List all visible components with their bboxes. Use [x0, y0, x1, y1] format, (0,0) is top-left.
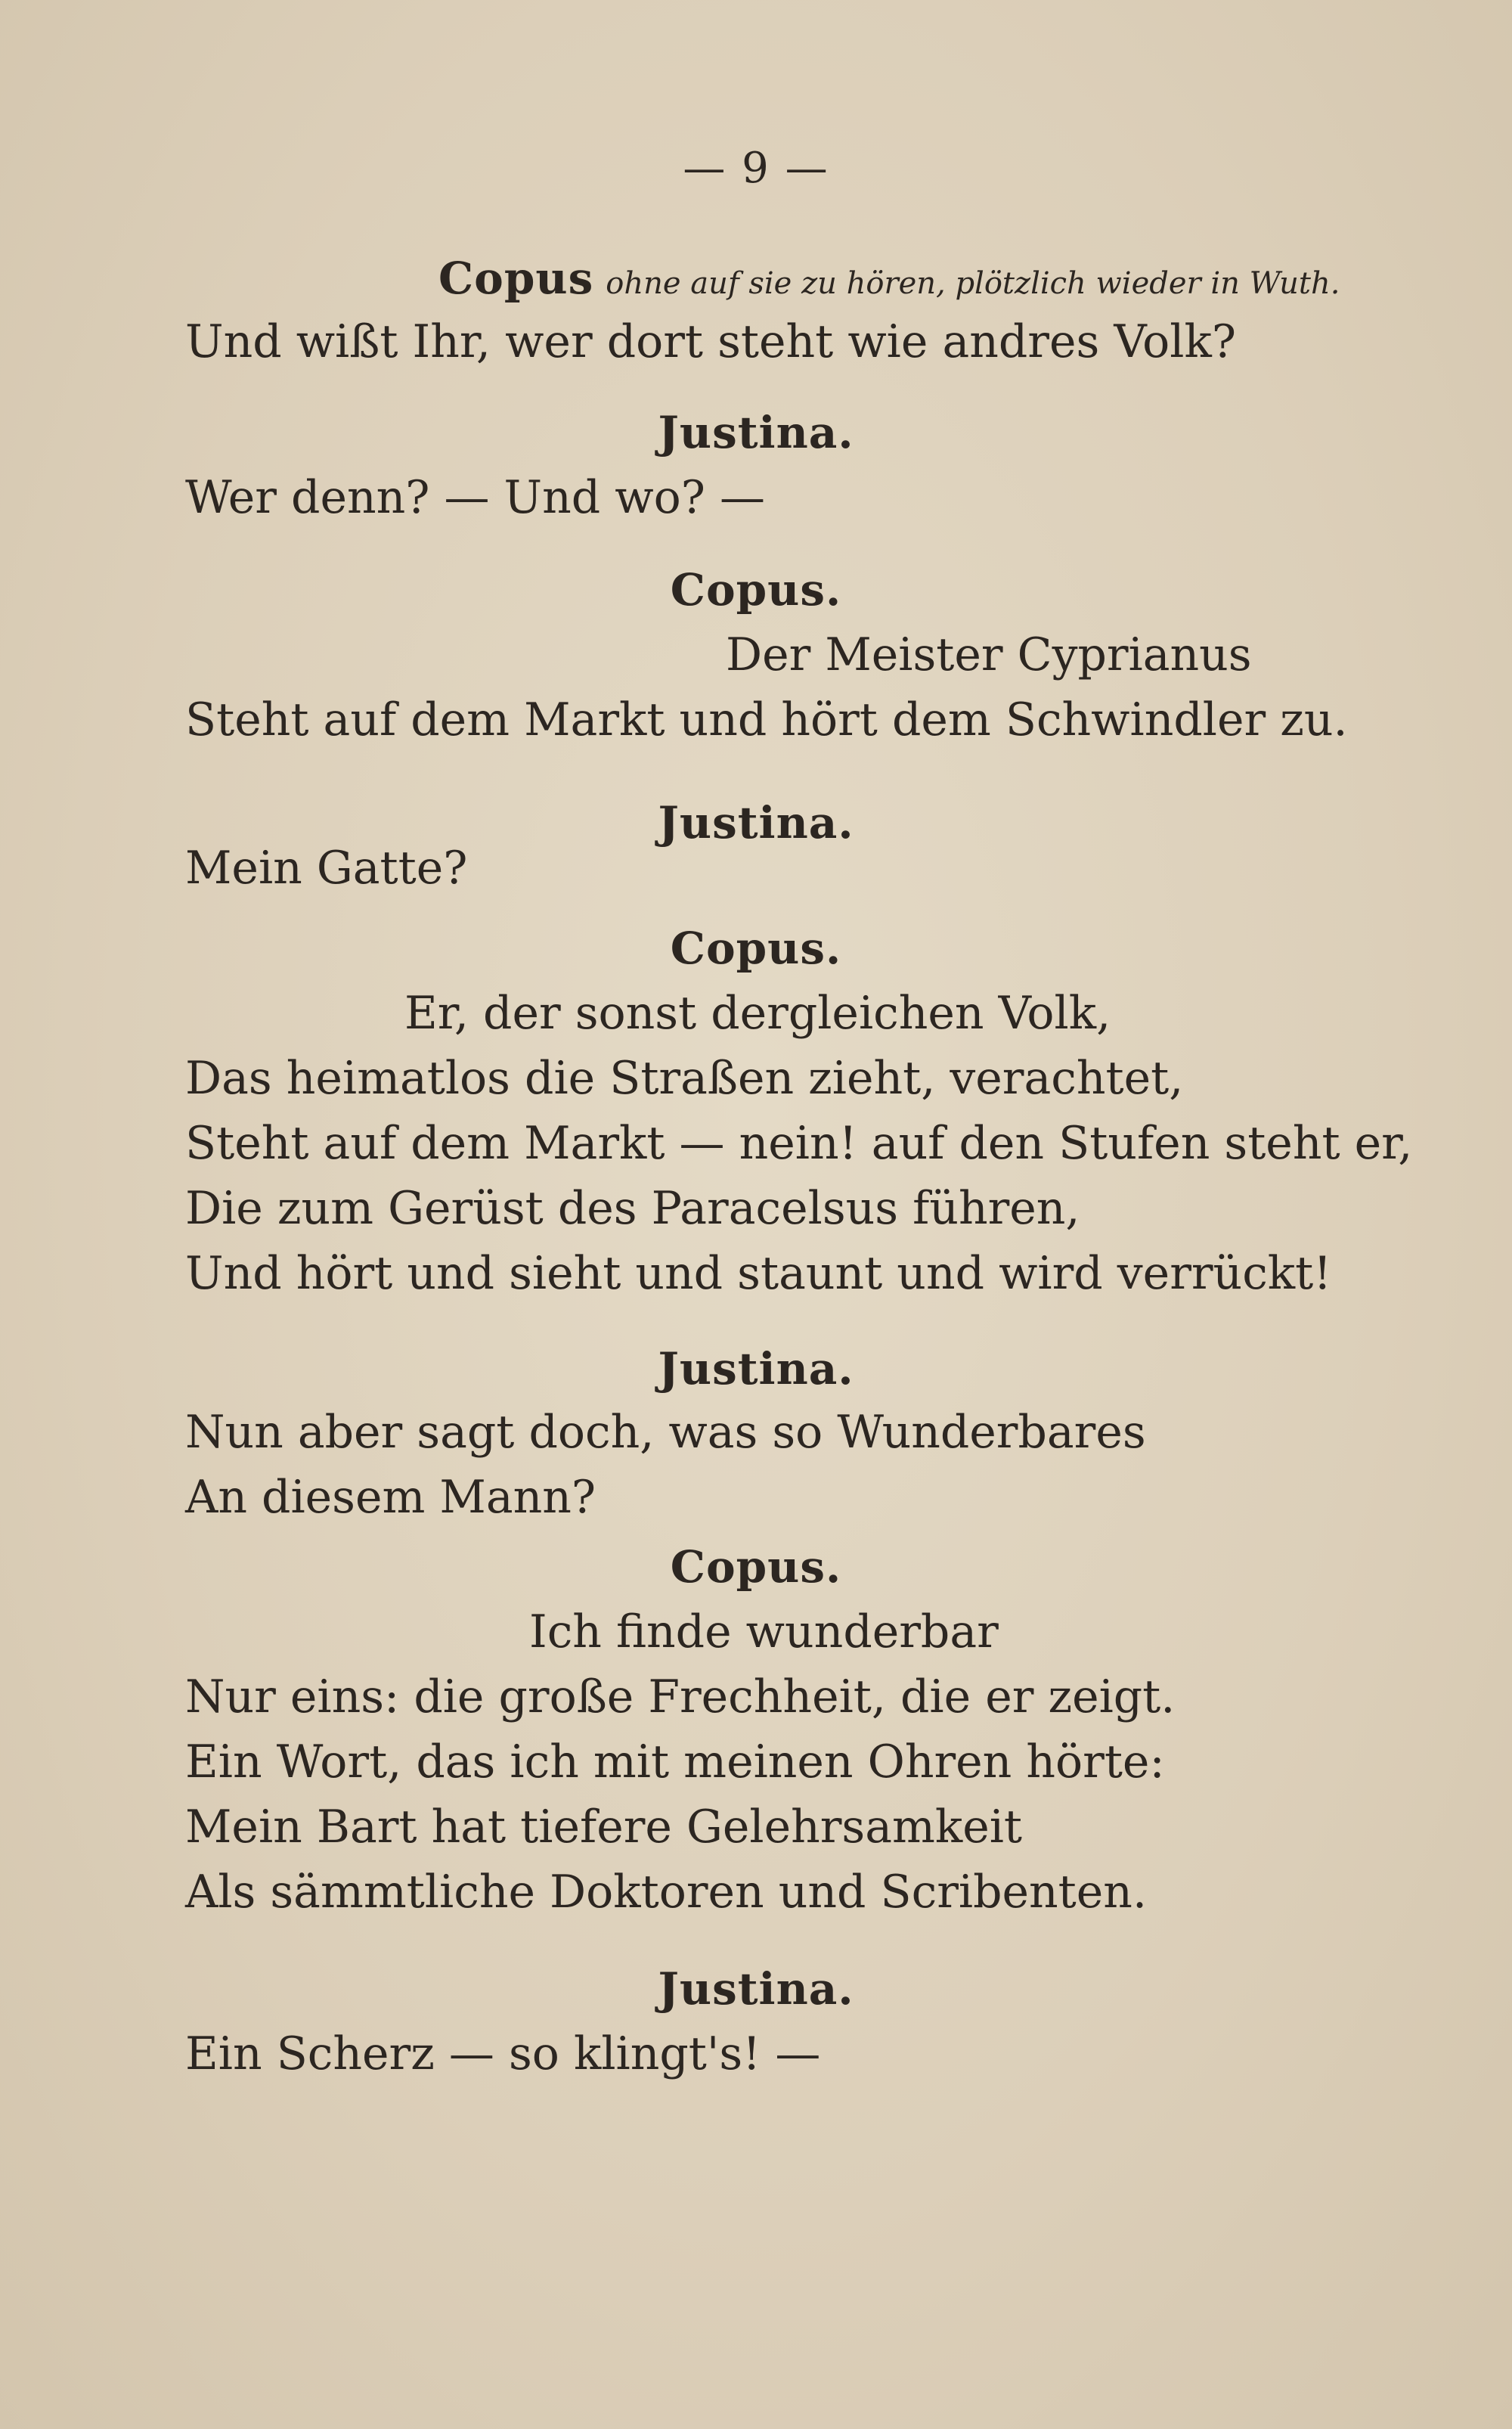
verse-line: Als sämmtliche Doktoren und Scribenten.	[185, 1866, 1148, 1919]
verse-line: Wer denn? — Und wo? —	[185, 471, 765, 524]
verse-line: Steht auf dem Markt und hört dem Schwindler zu.	[185, 693, 1348, 746]
verse-line: Nun aber sagt doch, was so Wunderbares	[185, 1406, 1146, 1459]
verse-line: Die zum Gerüst des Paracelsus führen,	[185, 1182, 1080, 1235]
verse-line: An diesem Mann?	[185, 1471, 596, 1524]
verse-line: Er, der sonst dergleichen Volk,	[404, 987, 1111, 1040]
verse-line: Ich finde wunderbar	[529, 1605, 999, 1658]
speaker-heading: Justina.	[658, 1343, 854, 1394]
speaker-heading: Justina.	[658, 1963, 854, 2015]
speaker-heading: Copus.	[670, 1541, 842, 1593]
verse-line: Mein Gatte?	[185, 842, 468, 895]
verse-line: Nur eins: die große Frechheit, die er zeigt.	[185, 1671, 1176, 1723]
verse-line: Ein Wort, das ich mit meinen Ohren hörte:	[185, 1736, 1165, 1788]
speaker-heading-copus	[438, 248, 1340, 314]
verse-line: Der Meister Cyprianus	[726, 628, 1252, 681]
verse-line: Das heimatlos die Straßen zieht, verachtet,	[185, 1052, 1184, 1105]
stage-direction: ohne auf sie zu hören, plötzlich wieder in Wuth.	[606, 266, 1340, 301]
speaker-name: Copus	[438, 253, 594, 304]
verse-line: Und hört und sieht und staunt und wird verrückt!	[185, 1247, 1332, 1300]
verse-line: Steht auf dem Markt — nein! auf den Stufen steht er,	[185, 1117, 1413, 1170]
speaker-heading: Justina.	[658, 407, 854, 458]
verse-line: Und wißt Ihr, wer dort steht wie andres Volk?	[185, 315, 1236, 368]
verse-line: Ein Scherz — so klingt's! —	[185, 2027, 821, 2080]
page-number: — 9 —	[683, 144, 829, 193]
speaker-heading: Copus.	[670, 923, 842, 974]
verse-line: Mein Bart hat tiefere Gelehrsamkeit	[185, 1801, 1023, 1854]
speaker-heading: Copus.	[670, 564, 842, 616]
speaker-heading: Justina.	[658, 797, 854, 848]
